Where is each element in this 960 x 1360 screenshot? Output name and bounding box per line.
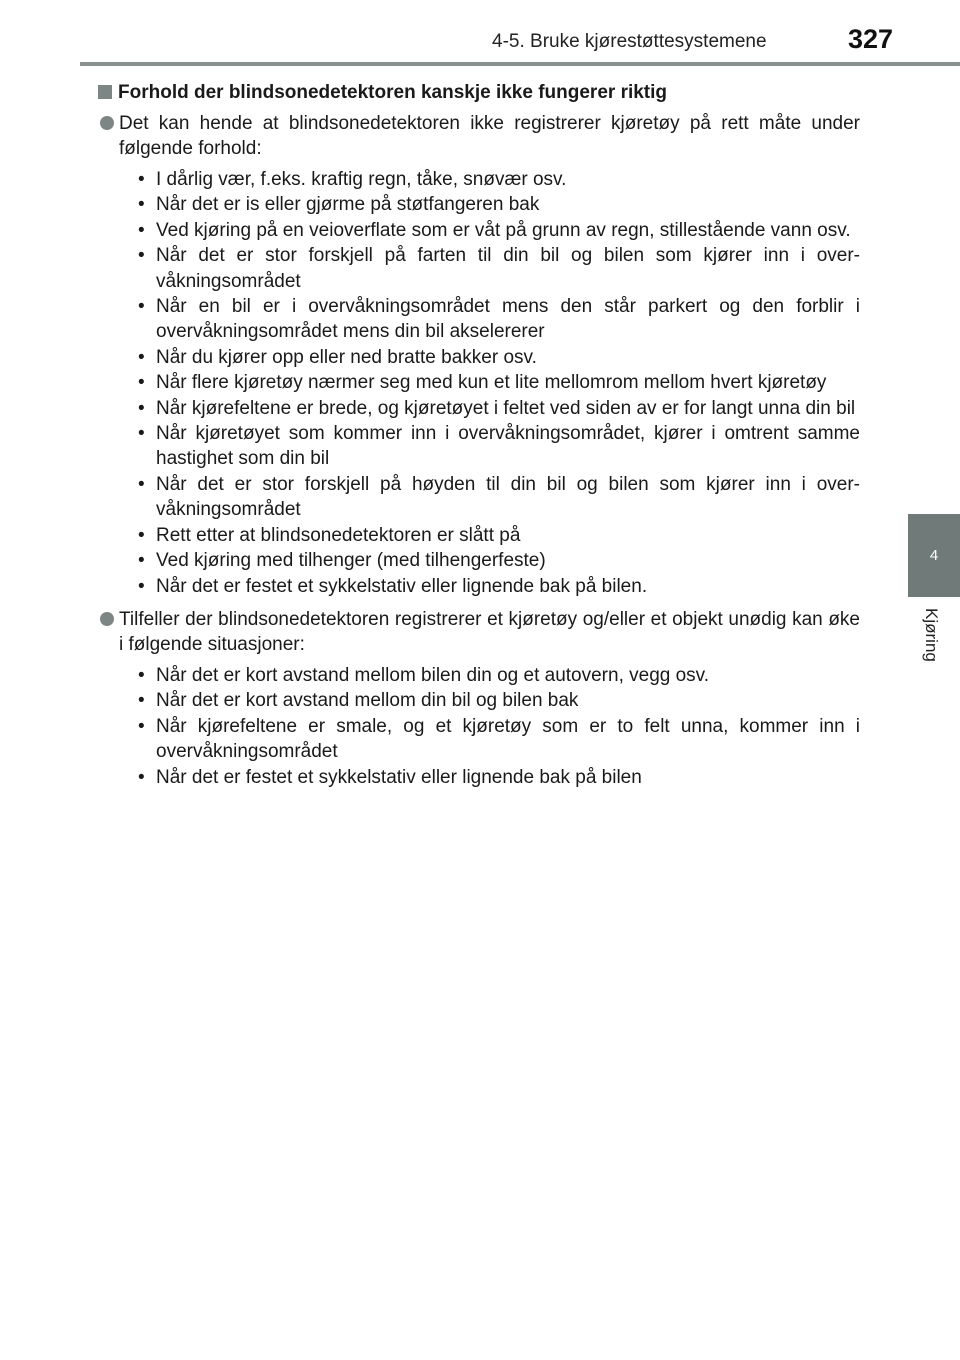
header-section-title: 4-5. Bruke kjørestøttesystemene — [492, 31, 767, 52]
bullet-icon: • — [138, 245, 145, 267]
group-intro — [98, 111, 860, 161]
group-intro — [98, 607, 860, 657]
list-item-text: Når det er is eller gjørme på støtfangeren bak — [156, 194, 540, 216]
list-item — [138, 243, 860, 294]
list-item — [138, 396, 860, 421]
bullet-icon: • — [138, 575, 145, 597]
list-item-text: Ved kjøring med tilhenger (med tilhengerfeste) — [156, 550, 546, 572]
list-item-text: Når flere kjøretøy nærmer seg med kun et lite mellomrom mellom hvert kjøretøy — [156, 372, 827, 394]
section-heading — [98, 80, 860, 105]
bullet-icon: • — [138, 690, 145, 712]
list-item — [138, 294, 860, 345]
list-item-text: Rett etter at blindsonedetektoren er slått på — [156, 524, 521, 546]
group-intro-text: Det kan hende at blindsonedetektoren ikke registrerer kjøretøy på rett måte under følgende forhold: — [119, 113, 860, 159]
bullet-icon: • — [138, 194, 145, 216]
list-item-text: Når det er kort avstand mellom bilen din og et autovern, vegg osv. — [156, 664, 710, 686]
bullet-icon: • — [138, 219, 145, 241]
list-item-text: Når kjørefeltene er brede, og kjøretøyet i feltet ved siden av er for langt unna din bil — [156, 397, 856, 419]
list-item — [138, 421, 860, 472]
bullet-icon: • — [138, 664, 145, 686]
bullet-icon: • — [138, 296, 145, 318]
bullet-icon: • — [138, 766, 145, 788]
bullet-icon: • — [138, 524, 145, 546]
section-heading-text: Forhold der blindsonedetektoren kanskje ikke fungerer riktig — [118, 82, 668, 103]
chapter-label: Kjøring — [922, 608, 941, 662]
list-item-text: Når det er stor forskjell på farten til din bil og bilen som kjører inn i over-våkningsområdet — [156, 245, 860, 292]
list-item-text: Når kjøretøyet som kommer inn i overvåkningsområdet, kjører i omtrent samme hastighet som din bil — [156, 423, 860, 470]
list-item — [138, 370, 860, 395]
list-item — [138, 688, 860, 713]
list-item-text: Når det er festet et sykkelstativ eller lignende bak på bilen. — [156, 575, 648, 597]
list-item-text: Når du kjører opp eller ned bratte bakker osv. — [156, 346, 537, 368]
list-item-text: Ved kjøring på en veioverflate som er våt på grunn av regn, stillestående vann osv. — [156, 219, 851, 241]
condition-list — [98, 167, 860, 599]
bullet-icon: • — [138, 169, 145, 190]
list-item — [138, 218, 860, 243]
chapter-number: 4 — [929, 547, 939, 564]
bullet-icon: • — [138, 550, 145, 572]
list-item-text: Når det er kort avstand mellom din bil og bilen bak — [156, 690, 579, 712]
bullet-icon: • — [138, 372, 145, 394]
bullet-icon: • — [138, 423, 145, 445]
list-item-text: Når det er festet et sykkelstativ eller lignende bak på bilen — [156, 766, 642, 788]
list-item-text: Når kjørefeltene er smale, og et kjøretøy som er to felt unna, kommer inn i overvåkningsområdet — [156, 715, 860, 763]
condition-groups — [98, 111, 860, 790]
condition-list — [98, 663, 860, 790]
bullet-icon: • — [138, 397, 145, 419]
list-item — [138, 548, 860, 573]
main-content — [98, 80, 860, 798]
chapter-tab — [908, 514, 960, 597]
list-item — [138, 663, 860, 688]
circle-icon — [100, 116, 114, 130]
header-rule — [80, 62, 960, 66]
square-icon — [98, 85, 112, 99]
bullet-icon: • — [138, 346, 145, 368]
list-item — [138, 167, 860, 192]
bullet-icon: • — [138, 715, 145, 737]
group-intro-text: Tilfeller der blindsonedetektoren registrerer et kjøretøy og/eller et objekt unødig kan øke i følgende situasjoner: — [119, 608, 860, 655]
list-item — [138, 765, 860, 790]
list-item — [138, 523, 860, 548]
list-item — [138, 345, 860, 370]
list-item-text: Når en bil er i overvåkningsområdet mens den står parkert og den forblir i overvåkningsområdet mens din bil akselererer — [156, 296, 860, 343]
circle-icon — [100, 612, 114, 626]
list-item — [138, 472, 860, 523]
list-item — [138, 714, 860, 765]
bullet-icon: • — [138, 473, 145, 495]
list-item-text: I dårlig vær, f.eks. kraftig regn, tåke, snøvær osv. — [156, 169, 567, 190]
list-item-text: Når det er stor forskjell på høyden til din bil og bilen som kjører inn i over-våkningsområdet — [156, 473, 860, 521]
page-number: 327 — [848, 24, 894, 54]
list-item — [138, 192, 860, 217]
list-item — [138, 574, 860, 599]
